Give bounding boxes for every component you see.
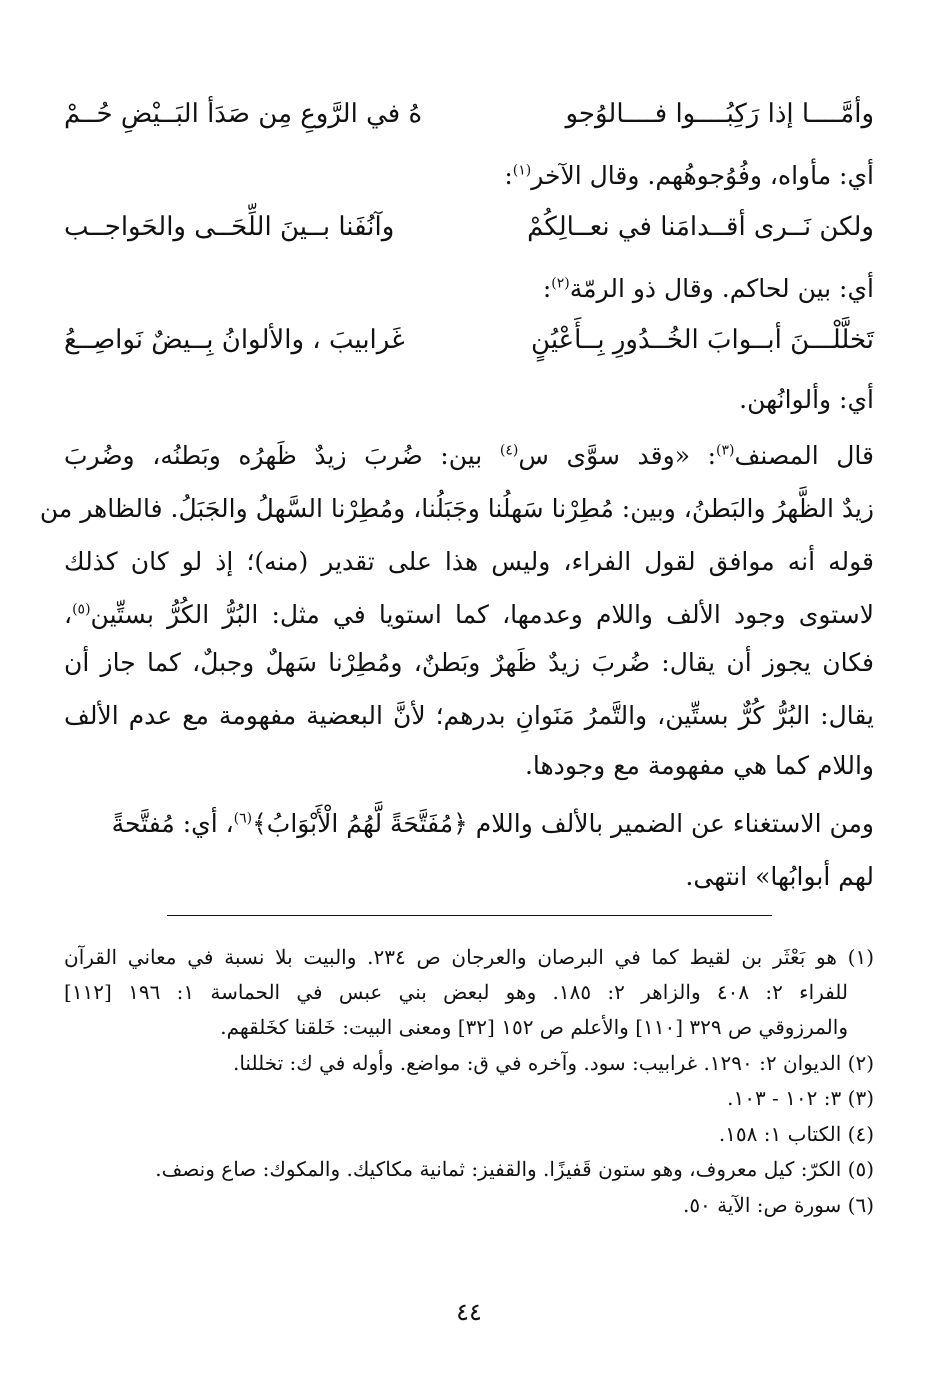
line-8-end: ، أي: مُفتَّحةً <box>111 809 234 838</box>
author-label: قال المصنف <box>734 441 874 470</box>
quran-verse: ﴿مُفَتَّحَةً لَّهُمُ الْأَبْوَابُ﴾ <box>252 809 468 838</box>
verse-3 <box>64 320 874 360</box>
verse-2-second-hemistich: وآنُفَنا بــينَ اللِّحَــى والحَواجــب <box>64 212 395 242</box>
line-2-text: أي: بين لحاكم. وقال ذو الرمّة <box>569 274 874 303</box>
line-8-text: ومن الاستغناء عن الضمير بالألف واللام <box>467 809 874 838</box>
footnote-1-line-3: والمرزوقي ص ٣٢٩ [١١٠] والأعلم ص ١٥٢ [٣٢] ومعنى البيت: خَلقنا كخَلقهم. <box>220 1015 848 1039</box>
footnote-4: (٤) الكتاب ١: ١٥٨. <box>718 1122 874 1146</box>
footnote-ref-2: (٢) <box>551 275 570 292</box>
paragraph-line-3: قوله أنه موافق لقول الفراء، وليس هذا على تقدير (منه)؛ إذ لو كان كذلك <box>64 547 874 576</box>
page-number: ٤٤ <box>456 1298 482 1326</box>
verse-2 <box>64 207 874 247</box>
footnote-6: (٦) سورة ص: الآية ٥٠. <box>682 1193 874 1217</box>
text-line-1 <box>64 156 874 196</box>
quote-start: : «وقد سوَّى س <box>518 441 717 470</box>
footnote-1-line-2: للفراء ٢: ٤٠٨ والزاهر ٢: ١٨٥. وهو لبعض بني عبس في الحماسة ١: ١٩٦ [١١٢] <box>64 980 848 1004</box>
footnote-1-line-1: (١) هو بَعْثَر بن لقيط كما في البرصان والعرجان ص ٢٣٤. والبيت بلا نسبة في معاني القرآن <box>64 945 874 969</box>
footnote-ref-1: (١) <box>512 162 532 179</box>
paragraph-line-7: واللام كما هي مفهومة مع وجودها. <box>524 751 874 780</box>
line-4-text: لاستوى وجود الألف واللام وعدمها، كما استويا في مثل: البُرُّ الكُرُّ بستِّين <box>90 600 874 629</box>
footnote-ref-6: (٦) <box>233 810 253 827</box>
line-2-colon: : <box>542 274 552 303</box>
paragraph-line-6: يقال: البُرُّ كُرٌّ بستِّين، والتَّمرُ مَنَوانِ بدرهم؛ لأنَّ البعضية مفهومة مع عدم الألف <box>64 701 874 730</box>
footnote-ref-3: (٣) <box>716 442 735 459</box>
line-1-text: أي: مأواه، وفُوُجوهُهم. وقال الآخر <box>531 161 874 190</box>
verse-1-second-hemistich: هُ في الرَّوعِ مِن صَدَأ البَــيْضِ حُــمْ <box>64 99 423 129</box>
verse-2-first-hemistich: ولكن نَــرى أقــدامَنا في نعــالِكُمْ <box>527 212 874 242</box>
text-line-2 <box>64 269 874 309</box>
footnote-ref-5: (٥) <box>72 601 91 618</box>
footnote-ref-4: (٤) <box>499 442 519 459</box>
verse-3-second-hemistich: غَرابيبَ ، والألوانُ بِــيضٌ نَواصِــعُ <box>64 325 405 355</box>
verse-1-first-hemistich: وأمَّــــا إذا رَكِبُــــوا فــــالوُجو <box>565 99 874 129</box>
paragraph-line-2: زيدٌ الظَّهرُ والبَطنُ، وبين: مُطِرْنا سَهلُنا وجَبَلُنا، ومُطِرْنا السَّهلُ والجَبَلُ. فالظاهر من <box>39 494 874 523</box>
paragraph-line-4 <box>64 595 874 635</box>
verse-1 <box>64 94 874 134</box>
verse-3-first-hemistich: تَخلَّلْـــنَ أبــوابَ الخُــدُورِ بِــأَعْيُنٍ <box>531 325 874 355</box>
paragraph-line-8 <box>64 804 874 844</box>
paragraph-line-1 <box>64 436 874 476</box>
line-1-colon: : <box>504 161 513 190</box>
quote-continue: بين: ضُربَ زيدٌ ظَهرُه وبَطنُه، وضُربَ <box>64 441 500 470</box>
paragraph-line-5: فكان يجوز أن يقال: ضُربَ زيدٌ ظَهرٌ وبَطنٌ، ومُطِرْنا سَهلٌ وجبلٌ، كما جاز أن <box>64 648 874 677</box>
line-4-comma: ، <box>64 600 73 629</box>
footnote-3: (٣) ٣: ١٠٢ - ١٠٣. <box>727 1086 874 1110</box>
text-line-3: أي: وألوانُهن. <box>739 385 874 414</box>
footnote-2: (٢) الديوان ٢: ١٢٩٠. غرابيب: سود. وآخره في ق: مواضع. وأوله في ك: تخللنا. <box>232 1051 874 1075</box>
footnote-divider <box>167 915 772 916</box>
footnote-5: (٥) الكرّ: كيل معروف، وهو ستون قَفيزًا. والقفيز: ثمانية مكاكيك. والمكوك: صاع ونصف. <box>155 1157 874 1181</box>
paragraph-line-9: لهم أبوابُها» انتهى. <box>685 862 874 891</box>
